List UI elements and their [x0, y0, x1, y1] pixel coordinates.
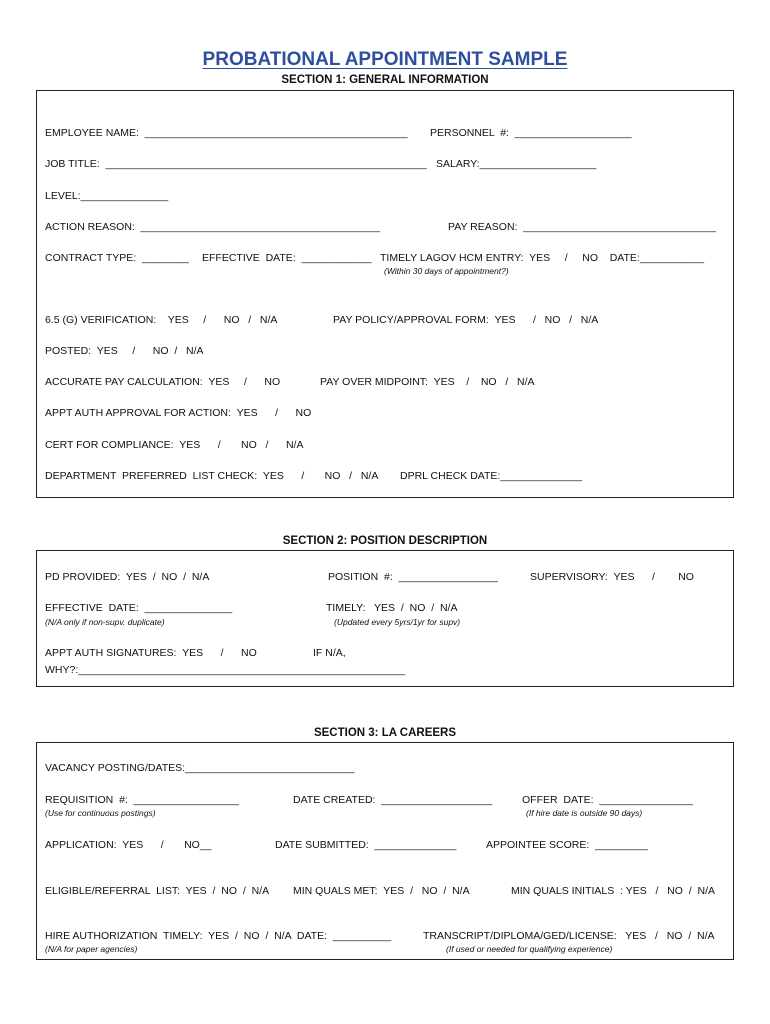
requisition-note: (Use for continuous postings) — [45, 808, 156, 818]
date-submitted-field[interactable]: DATE SUBMITTED: ______________ — [275, 839, 457, 851]
supervisory-field[interactable]: SUPERVISORY: YES / NO — [530, 571, 694, 583]
dept-preferred-field[interactable]: DEPARTMENT PREFERRED LIST CHECK: YES / NO / N/A — [45, 470, 379, 482]
hire-authorization-note: (N/A for paper agencies) — [45, 944, 138, 954]
why-field[interactable]: WHY?:________________________________________________________ — [45, 664, 406, 676]
min-quals-initials-field[interactable]: MIN QUALS INITIALS : YES / NO / N/A — [511, 885, 716, 897]
if-na-label: IF N/A, — [313, 647, 346, 659]
timely-lagov-note: (Within 30 days of appointment?) — [384, 266, 509, 276]
verification-field[interactable]: 6.5 (G) VERIFICATION: YES / NO / N/A — [45, 314, 278, 326]
position-number-field[interactable]: POSITION #: _________________ — [328, 571, 498, 583]
salary-field[interactable]: SALARY:____________________ — [436, 158, 597, 170]
section2-heading: SECTION 2: POSITION DESCRIPTION — [282, 535, 488, 547]
appt-auth-signatures-field[interactable]: APPT AUTH SIGNATURES: YES / NO — [45, 647, 257, 659]
section3-heading: SECTION 3: LA CAREERS — [313, 727, 457, 739]
pd-timely-field[interactable]: TIMELY: YES / NO / N/A — [326, 602, 458, 614]
section1-box — [36, 90, 734, 498]
timely-lagov-field[interactable]: TIMELY LAGOV HCM ENTRY: YES / NO DATE:___________ — [380, 252, 705, 264]
vacancy-posting-field[interactable]: VACANCY POSTING/DATES:_____________________________ — [45, 762, 355, 774]
hire-authorization-field[interactable]: HIRE AUTHORIZATION TIMELY: YES / NO / N/A DATE: __________ — [45, 930, 392, 942]
posted-field[interactable]: POSTED: YES / NO / N/A — [45, 345, 204, 357]
pay-policy-field[interactable]: PAY POLICY/APPROVAL FORM: YES / NO / N/A — [333, 314, 599, 326]
section1-heading: SECTION 1: GENERAL INFORMATION — [281, 74, 489, 86]
pd-effective-date-field[interactable]: EFFECTIVE DATE: _______________ — [45, 602, 233, 614]
effective-date-field[interactable]: EFFECTIVE DATE: ____________ — [202, 252, 372, 264]
appt-auth-approval-field[interactable]: APPT AUTH APPROVAL FOR ACTION: YES / NO — [45, 407, 312, 419]
accurate-pay-field[interactable]: ACCURATE PAY CALCULATION: YES / NO — [45, 376, 281, 388]
pd-timely-note: (Updated every 5yrs/1yr for supv) — [334, 617, 461, 627]
pd-effective-note: (N/A only if non-supv. duplicate) — [45, 617, 165, 627]
min-quals-met-field[interactable]: MIN QUALS MET: YES / NO / N/A — [293, 885, 470, 897]
dprl-check-date-field[interactable]: DPRL CHECK DATE:______________ — [400, 470, 583, 482]
appointee-score-field[interactable]: APPOINTEE SCORE: _________ — [486, 839, 648, 851]
section3-box — [36, 742, 734, 960]
document-title: PROBATIONAL APPOINTMENT SAMPLE — [202, 49, 568, 70]
transcript-note: (If used or needed for qualifying experience) — [446, 944, 613, 954]
employee-name-field[interactable]: EMPLOYEE NAME: _____________________________________________ — [45, 127, 408, 139]
level-field[interactable]: LEVEL:_______________ — [45, 190, 169, 202]
offer-date-note: (If hire date is outside 90 days) — [526, 808, 643, 818]
transcript-field[interactable]: TRANSCRIPT/DIPLOMA/GED/LICENSE: YES / NO / N/A — [423, 930, 715, 942]
pd-provided-field[interactable]: PD PROVIDED: YES / NO / N/A — [45, 571, 210, 583]
eligible-referral-field[interactable]: ELIGIBLE/REFERRAL LIST: YES / NO / N/A — [45, 885, 270, 897]
action-reason-field[interactable]: ACTION REASON: _________________________________________ — [45, 221, 381, 233]
contract-type-field[interactable]: CONTRACT TYPE: ________ — [45, 252, 189, 264]
cert-compliance-field[interactable]: CERT FOR COMPLIANCE: YES / NO / N/A — [45, 439, 304, 451]
personnel-number-field[interactable]: PERSONNEL #: ____________________ — [430, 127, 632, 139]
pay-reason-field[interactable]: PAY REASON: _________________________________ — [448, 221, 716, 233]
pay-over-midpoint-field[interactable]: PAY OVER MIDPOINT: YES / NO / N/A — [320, 376, 535, 388]
application-field[interactable]: APPLICATION: YES / NO__ — [45, 839, 212, 851]
offer-date-field[interactable]: OFFER DATE: ________________ — [522, 794, 693, 806]
requisition-field[interactable]: REQUISITION #: __________________ — [45, 794, 239, 806]
date-created-field[interactable]: DATE CREATED: ___________________ — [293, 794, 493, 806]
job-title-field[interactable]: JOB TITLE: _______________________________________________________ — [45, 158, 427, 170]
